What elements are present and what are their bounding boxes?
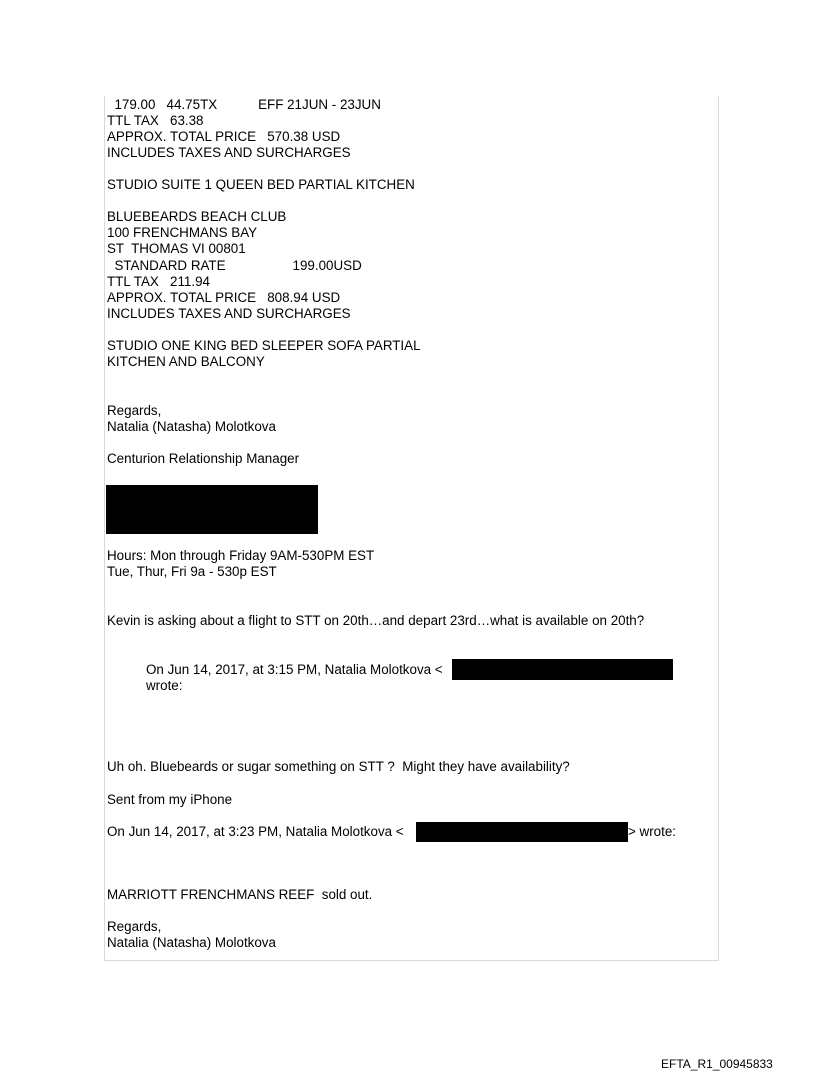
- rate2-tax: TTL TAX 211.94: [107, 274, 210, 289]
- rate2-total: APPROX. TOTAL PRICE 808.94 USD: [107, 290, 341, 305]
- message-kevin: Kevin is asking about a flight to STT on 20th…and depart 23rd…what is available on 20th?: [107, 613, 645, 628]
- message-uhoh: Uh oh. Bluebeards or sugar something on STT ? Might they have availability?: [107, 759, 570, 774]
- rate2-line: STANDARD RATE 199.00USD: [107, 258, 362, 273]
- rate2-room-1: STUDIO ONE KING BED SLEEPER SOFA PARTIAL: [107, 338, 421, 353]
- marriott-line: MARRIOTT FRENCHMANS REEF sold out.: [107, 887, 373, 902]
- quote1-wrote: wrote:: [146, 678, 183, 693]
- redaction-block: [106, 485, 318, 534]
- hotel-address-2: ST THOMAS VI 00801: [107, 241, 246, 256]
- quote2-wrote: > wrote:: [628, 824, 677, 839]
- hours-line-2: Tue, Thur, Fri 9a - 530p EST: [107, 564, 277, 579]
- rate1-room: STUDIO SUITE 1 QUEEN BED PARTIAL KITCHEN: [107, 177, 415, 192]
- document-id: EFTA_R1_00945833: [661, 1057, 773, 1071]
- regards: Regards,: [107, 403, 162, 418]
- quote1-header: On Jun 14, 2017, at 3:15 PM, Natalia Molotkova <: [146, 662, 443, 677]
- rate1-line: 179.00 44.75TX EFF 21JUN - 23JUN: [107, 97, 381, 112]
- quote2-header: On Jun 14, 2017, at 3:23 PM, Natalia Molotkova <: [107, 824, 404, 839]
- signature-title: Centurion Relationship Manager: [107, 451, 300, 466]
- rate2-includes: INCLUDES TAXES AND SURCHARGES: [107, 306, 351, 321]
- rate1-includes: INCLUDES TAXES AND SURCHARGES: [107, 145, 351, 160]
- hotel-name: BLUEBEARDS BEACH CLUB: [107, 209, 287, 224]
- signature-name-2: Natalia (Natasha) Molotkova: [107, 935, 276, 950]
- signature-name: Natalia (Natasha) Molotkova: [107, 419, 276, 434]
- redaction-email-1: [452, 659, 673, 680]
- rate2-room-2: KITCHEN AND BALCONY: [107, 354, 265, 369]
- sent-from: Sent from my iPhone: [107, 792, 233, 807]
- rate1-total: APPROX. TOTAL PRICE 570.38 USD: [107, 129, 341, 144]
- rate1-tax: TTL TAX 63.38: [107, 113, 204, 128]
- regards-2: Regards,: [107, 919, 162, 934]
- redaction-email-2: [416, 822, 628, 842]
- hours-line-1: Hours: Mon through Friday 9AM-530PM EST: [107, 548, 375, 563]
- hotel-address-1: 100 FRENCHMANS BAY: [107, 225, 258, 240]
